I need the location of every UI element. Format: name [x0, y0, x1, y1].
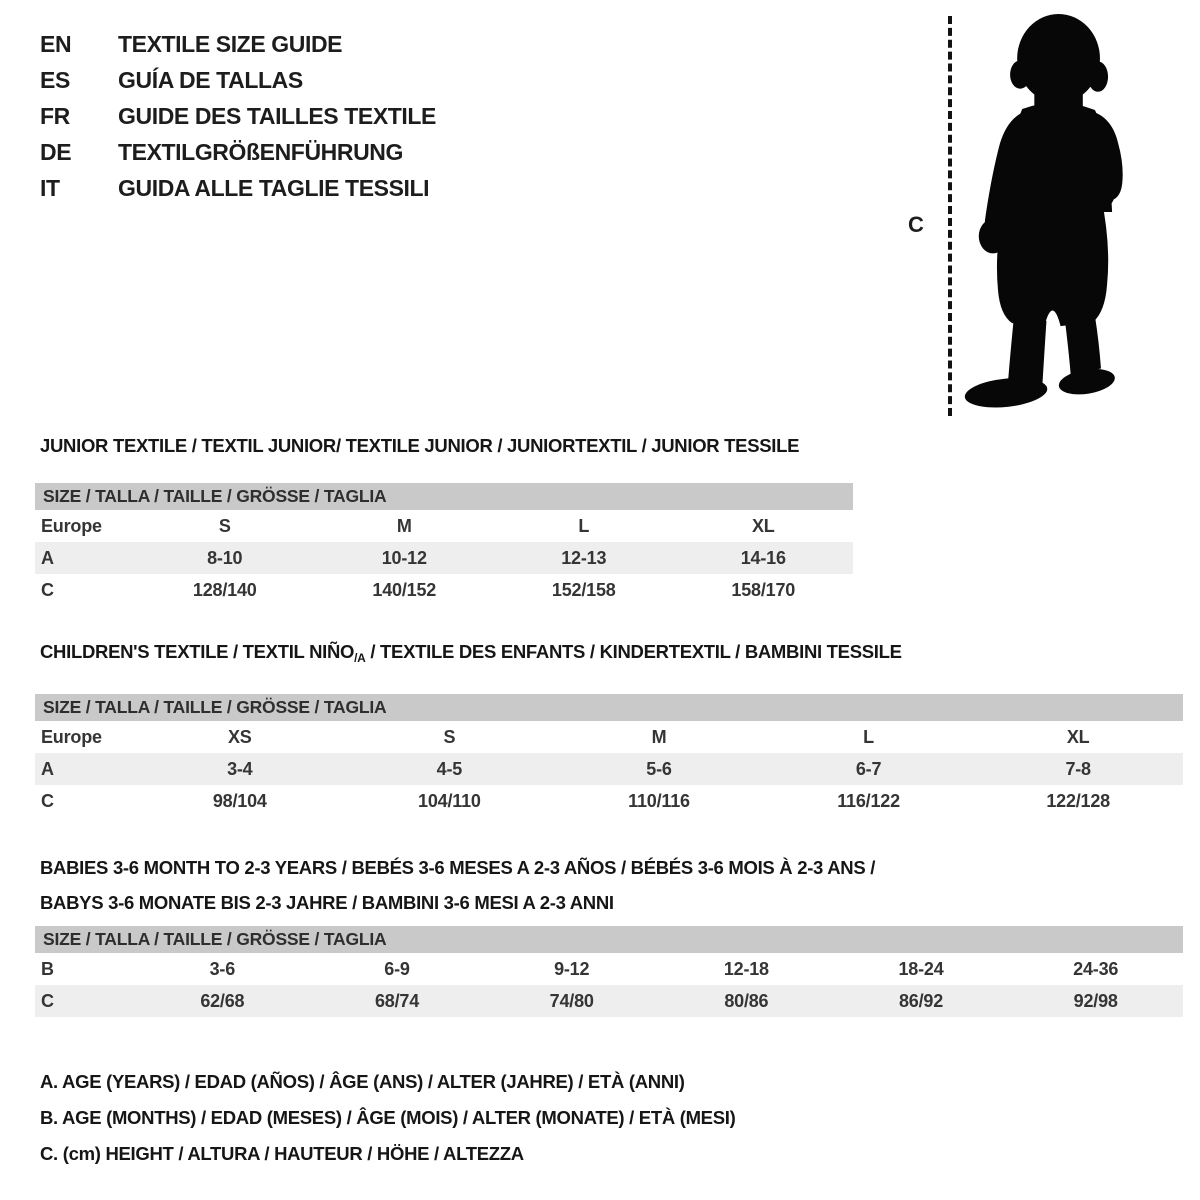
section-title-line: [40, 640, 1183, 670]
table-cell: 5-6: [646, 758, 672, 779]
legend-note: C. (cm) HEIGHT / ALTURA / HAUTEUR / HÖHE / ALTEZZA: [40, 1143, 524, 1164]
table-cell: 140/152: [372, 579, 437, 600]
table-cell: 110/116: [628, 790, 690, 811]
row-label: C: [41, 579, 54, 600]
language-title: GUÍA DE TALLAS: [118, 66, 303, 93]
row-label: Europe: [41, 515, 102, 536]
language-row: [40, 134, 436, 170]
table-cell: 104/110: [418, 790, 481, 811]
table-cell: L: [578, 515, 590, 536]
table-row-a: [35, 753, 1183, 785]
table-cell: 14-16: [740, 547, 786, 568]
title-text: JUNIOR TEXTILE / TEXTIL JUNIOR/ TEXTILE JUNIOR / JUNIORTEXTIL / JUNIOR TESSILE: [40, 435, 800, 456]
size-header-bar: [35, 483, 853, 510]
table-cell: 12-13: [561, 547, 607, 568]
size-header-bar: [35, 926, 1183, 953]
table-cell: 128/140: [192, 579, 257, 600]
table-cell: 3-6: [209, 958, 236, 979]
height-measure-line: [948, 16, 952, 416]
table-row-b: [35, 953, 1183, 985]
size-section-junior: [35, 434, 853, 606]
table-cell: S: [443, 726, 456, 747]
table-cell: 7-8: [1065, 758, 1091, 779]
table-cell: 9-12: [554, 958, 590, 979]
table-cell: 92/98: [1073, 990, 1118, 1011]
size-table: [35, 694, 1183, 817]
size-header-bar: [35, 694, 1183, 721]
size-header-label: SIZE / TALLA / TAILLE / GRÖSSE / TAGLIA: [43, 697, 387, 717]
table-cell: M: [651, 726, 667, 747]
row-label: A: [41, 547, 54, 568]
title-text: CHILDREN'S TEXTILE / TEXTIL NIÑO: [40, 641, 355, 662]
language-row: [40, 170, 436, 206]
row-label: C: [41, 990, 54, 1011]
size-section-children: [35, 640, 1183, 817]
table-cell: 12-18: [723, 958, 769, 979]
table-cell: 10-12: [381, 547, 427, 568]
legend-note: B. AGE (MONTHS) / EDAD (MESES) / ÂGE (MOIS) / ALTER (MONATE) / ETÀ (MESI): [40, 1107, 736, 1128]
legend-note: A. AGE (YEARS) / EDAD (AÑOS) / ÂGE (ANS) / ALTER (JAHRE) / ETÀ (ANNI): [40, 1071, 685, 1092]
language-row: [40, 62, 436, 98]
height-measure-label: C: [908, 212, 924, 237]
section-title: [40, 434, 853, 458]
language-code: IT: [40, 174, 60, 201]
language-title: TEXTILGRÖßENFÜHRUNG: [118, 138, 403, 165]
language-code: DE: [40, 138, 72, 165]
table-cell: 62/68: [200, 990, 245, 1011]
table-cell: S: [218, 515, 231, 536]
table-row-europe: [35, 510, 853, 542]
row-label: B: [41, 958, 54, 979]
section-title-line: [40, 434, 853, 458]
size-header-label: SIZE / TALLA / TAILLE / GRÖSSE / TAGLIA: [43, 486, 387, 506]
table-cell: 158/170: [731, 579, 796, 600]
language-title: GUIDE DES TAILLES TEXTILE: [118, 102, 436, 129]
table-cell: XS: [227, 726, 252, 747]
table-cell: 152/158: [551, 579, 616, 600]
table-cell: 4-5: [436, 758, 463, 779]
table-cell: 6-7: [855, 758, 882, 779]
table-cell: L: [863, 726, 874, 747]
row-label: C: [41, 790, 54, 811]
title-subscript: /A: [354, 651, 366, 665]
row-label: A: [41, 758, 54, 779]
section-title: [40, 640, 1183, 670]
title-text: BABYS 3-6 MONATE BIS 2-3 JAHRE / BAMBINI 3-6 MESI A 2-3 ANNI: [40, 892, 614, 913]
table-cell: 74/80: [549, 990, 594, 1011]
section-title: [40, 850, 1183, 920]
language-title: GUIDA ALLE TAGLIE TESSILI: [118, 174, 430, 201]
table-cell: XL: [1066, 726, 1090, 747]
title-text: / TEXTILE DES ENFANTS / KINDERTEXTIL / BAMBINI TESSILE: [365, 641, 902, 662]
table-cell: 68/74: [374, 990, 420, 1011]
table-cell: 80/86: [724, 990, 769, 1011]
table-cell: M: [396, 515, 412, 536]
language-code: EN: [40, 30, 72, 57]
table-cell: 6-9: [384, 958, 410, 979]
size-table: [35, 483, 853, 606]
size-section-babies: [35, 850, 1183, 1017]
language-row: [40, 98, 436, 134]
table-cell: 18-24: [898, 958, 944, 979]
size-header-label: SIZE / TALLA / TAILLE / GRÖSSE / TAGLIA: [43, 929, 387, 949]
table-cell: 24-36: [1073, 958, 1119, 979]
language-code: ES: [40, 66, 70, 93]
section-title-line: [40, 885, 1183, 920]
table-row-europe: [35, 721, 1183, 753]
table-row-a: [35, 542, 853, 574]
table-cell: XL: [751, 515, 775, 536]
table-cell: 8-10: [207, 547, 243, 568]
language-title: TEXTILE SIZE GUIDE: [118, 30, 343, 57]
table-cell: 86/92: [899, 990, 944, 1011]
table-cell: 98/104: [212, 790, 267, 811]
table-row-c: [35, 574, 853, 606]
table-row-c: [35, 985, 1183, 1017]
title-text: BABIES 3-6 MONTH TO 2-3 YEARS / BEBÉS 3-6 MESES A 2-3 AÑOS / BÉBÉS 3-6 MOIS À 2-3 ANS /: [40, 857, 876, 878]
table-cell: 122/128: [1046, 790, 1110, 811]
row-label: Europe: [41, 726, 102, 747]
language-code: FR: [40, 102, 70, 129]
table-row-c: [35, 785, 1183, 817]
table-cell: 3-4: [227, 758, 253, 779]
language-list: [40, 26, 436, 206]
legend-notes: [40, 1064, 735, 1172]
language-row: [40, 26, 436, 62]
section-title-line: [40, 850, 1183, 885]
size-table: [35, 926, 1183, 1017]
table-cell: 116/122: [837, 790, 900, 811]
toddler-silhouette-icon: [962, 12, 1142, 416]
